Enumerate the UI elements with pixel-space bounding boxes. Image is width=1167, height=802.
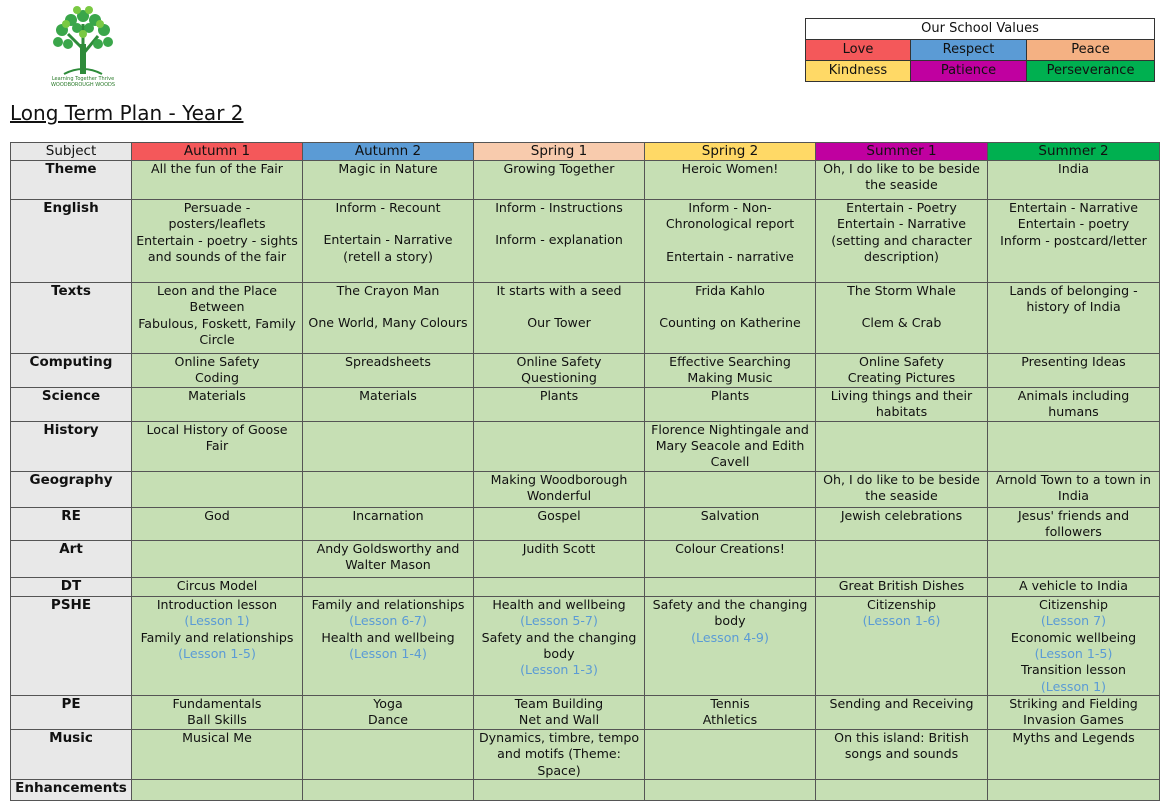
line-gap — [306, 216, 470, 232]
subject-header: Subject — [11, 143, 132, 161]
cell-line: Florence Nightingale and Mary Seacole and Edith Cavell — [651, 421, 809, 470]
subject-label: DT — [11, 578, 132, 597]
plan-cell — [303, 597, 474, 696]
plan-cell — [645, 780, 816, 801]
cell-line: Inform - explanation — [495, 232, 623, 248]
plan-cell — [816, 597, 988, 696]
cell-line: Online Safety — [174, 354, 260, 369]
cell-line: Health and wellbeing — [492, 597, 626, 613]
plan-cell — [988, 696, 1160, 730]
cell-line: Jesus' friends and followers — [1017, 507, 1130, 539]
lesson-range: (Lesson 1) — [1040, 678, 1107, 694]
cell-line: Myths and Legends — [1012, 730, 1135, 746]
plan-cell — [816, 780, 988, 801]
cell-line: Introduction lesson — [156, 597, 278, 613]
plan-cell — [988, 578, 1160, 597]
plan-cell — [132, 421, 303, 471]
cell-line: Tennis — [710, 696, 750, 712]
cell-line: Entertain - poetry — [1017, 216, 1130, 232]
plan-cell — [303, 200, 474, 283]
cell-line: Inform - Recount — [335, 200, 441, 215]
plan-cell — [988, 387, 1160, 421]
plan-cell — [132, 730, 303, 780]
plan-cell — [645, 200, 816, 283]
row-art — [11, 541, 1160, 578]
cell-line: Counting on Katherine — [659, 315, 801, 331]
cell-line: Plants — [710, 387, 750, 403]
cell-line: Judith Scott — [522, 541, 596, 557]
cell-line: Persuade - posters/leaflets — [168, 200, 266, 232]
cell-line: Frida Kahlo — [695, 283, 765, 298]
plan-cell — [132, 354, 303, 388]
plan-cell — [303, 283, 474, 354]
cell-line: Jewish celebrations — [840, 507, 963, 523]
subject-label: Science — [11, 387, 132, 421]
term-header-autumn-1: Autumn 1 — [132, 143, 303, 161]
lesson-range: (Lesson 1-5) — [178, 646, 256, 662]
cell-line: Citizenship — [866, 597, 937, 613]
plan-cell — [303, 730, 474, 780]
plan-cell — [988, 541, 1160, 578]
plan-cell — [988, 161, 1160, 200]
cell-line: Transition lesson — [1021, 662, 1126, 678]
line-gap — [819, 299, 984, 315]
plan-cell — [645, 387, 816, 421]
lesson-range: (Lesson 1-6) — [862, 613, 941, 629]
value-love: Love — [806, 40, 911, 61]
cell-line: Inform - postcard/letter — [1000, 232, 1147, 248]
cell-line: Salvation — [700, 507, 760, 523]
plan-cell — [645, 354, 816, 388]
cell-line: Family and relationships — [311, 597, 465, 613]
plan-cell — [474, 471, 645, 507]
lesson-range: (Lesson 7) — [1040, 613, 1107, 629]
plan-cell — [645, 696, 816, 730]
term-header-spring-2: Spring 2 — [645, 143, 816, 161]
plan-cell — [474, 730, 645, 780]
plan-cell — [816, 421, 988, 471]
plan-cell — [816, 283, 988, 354]
plan-cell — [474, 696, 645, 730]
cell-line: Entertain - Narrative — [1008, 200, 1139, 215]
term-header-summer-1: Summer 1 — [816, 143, 988, 161]
line-gap — [477, 299, 641, 315]
lesson-range: (Lesson 1-3) — [520, 662, 598, 678]
lesson-range: (Lesson 1-4) — [349, 646, 427, 662]
row-english — [11, 200, 1160, 283]
plan-cell — [132, 541, 303, 578]
term-header-autumn-2: Autumn 2 — [303, 143, 474, 161]
cell-line: All the fun of the Fair — [151, 161, 283, 176]
plan-cell — [303, 421, 474, 471]
cell-line: Net and Wall — [518, 712, 600, 728]
plan-cell — [474, 387, 645, 421]
row-music — [11, 730, 1160, 780]
cell-line: Online Safety — [859, 354, 944, 369]
cell-line: Our Tower — [527, 315, 591, 331]
cell-line: Fabulous, Foskett, Family Circle — [138, 315, 296, 347]
cell-line: Leon and the Place Between — [156, 283, 278, 315]
line-gap — [648, 233, 812, 249]
cell-line: Heroic Women! — [681, 161, 779, 176]
row-computing — [11, 354, 1160, 388]
subject-label: Art — [11, 541, 132, 578]
plan-cell — [303, 471, 474, 507]
plan-cell — [474, 283, 645, 354]
value-respect: Respect — [911, 40, 1027, 61]
plan-cell — [988, 780, 1160, 801]
row-history — [11, 421, 1160, 471]
cell-line: Fundamentals — [172, 696, 262, 712]
plan-cell — [132, 283, 303, 354]
cell-line: Inform - Non-Chronological report — [665, 200, 795, 232]
plan-cell — [132, 507, 303, 541]
cell-line: Team Building — [514, 696, 604, 712]
cell-line: Animals including humans — [1017, 387, 1130, 419]
long-term-plan-table — [10, 142, 1160, 801]
cell-line: God — [204, 507, 230, 523]
cell-line: Great British Dishes — [838, 578, 965, 594]
cell-line: Questioning — [521, 370, 597, 386]
cell-line: Colour Creations! — [675, 541, 785, 557]
row-enhancements — [11, 780, 1160, 801]
cell-line: Coding — [195, 370, 239, 386]
cell-line: Incarnation — [352, 507, 424, 523]
plan-cell — [816, 354, 988, 388]
plan-cell — [132, 161, 303, 200]
plan-cell — [474, 597, 645, 696]
line-gap — [477, 216, 641, 232]
cell-line: Arnold Town to a town in India — [995, 471, 1152, 503]
cell-line: Inform - Instructions — [495, 200, 623, 215]
plan-cell — [132, 471, 303, 507]
plan-cell — [303, 387, 474, 421]
cell-line: Creating Pictures — [847, 370, 956, 386]
row-science — [11, 387, 1160, 421]
cell-line: Entertain - Narrative (setting and character description) — [831, 216, 972, 264]
value-perseverance: Perseverance — [1027, 61, 1155, 82]
plan-cell — [474, 578, 645, 597]
plan-cell — [474, 421, 645, 471]
cell-line: Safety and the changing body — [481, 629, 637, 662]
cell-line: Entertain - Narrative (retell a story) — [323, 232, 453, 264]
plan-cell — [988, 200, 1160, 283]
cell-line: Online Safety — [516, 354, 602, 369]
cell-line: Sending and Receiving — [829, 696, 974, 712]
plan-cell — [303, 507, 474, 541]
cell-line: Presenting Ideas — [1021, 354, 1126, 369]
plan-cell — [303, 578, 474, 597]
plan-cell — [474, 507, 645, 541]
cell-line: Materials — [359, 387, 417, 403]
plan-cell — [816, 161, 988, 200]
lesson-range: (Lesson 1) — [184, 613, 250, 629]
cell-line: Entertain - poetry - sights and sounds of the fair — [136, 232, 298, 264]
plan-cell — [474, 200, 645, 283]
value-kindness: Kindness — [806, 61, 911, 82]
plan-cell — [988, 730, 1160, 780]
subject-label: Theme — [11, 161, 132, 200]
logo-tagline: Learning Together Thrive — [51, 76, 115, 82]
plan-cell — [988, 354, 1160, 388]
row-pshe — [11, 597, 1160, 696]
cell-line: Clem & Crab — [861, 315, 942, 331]
plan-cell — [645, 597, 816, 696]
subject-label: PSHE — [11, 597, 132, 696]
subject-label: PE — [11, 696, 132, 730]
plan-cell — [816, 578, 988, 597]
subject-label: Enhancements — [11, 780, 132, 801]
logo-text — [44, 76, 122, 88]
cell-line: Safety and the changing body — [652, 597, 808, 629]
plan-cell — [474, 161, 645, 200]
cell-line: Citizenship — [1038, 597, 1109, 613]
plan-cell — [816, 387, 988, 421]
cell-line: Lands of belonging - history of India — [1009, 283, 1138, 315]
cell-line: Striking and Fielding — [1009, 696, 1138, 712]
cell-line: Local History of Goose Fair — [146, 421, 288, 453]
cell-line: Making Woodborough Wonderful — [490, 471, 628, 503]
subject-label: History — [11, 421, 132, 471]
cell-line: Ball Skills — [187, 712, 247, 728]
row-geography — [11, 471, 1160, 507]
plan-cell — [645, 507, 816, 541]
cell-line: Spreadsheets — [345, 354, 431, 369]
cell-line: Oh, I do like to be beside the seaside — [823, 161, 980, 193]
plan-cell — [132, 200, 303, 283]
line-gap — [306, 299, 470, 315]
cell-line: Dance — [367, 712, 409, 728]
cell-line: Yoga — [373, 696, 403, 712]
cell-line: Economic wellbeing — [1010, 629, 1137, 645]
plan-cell — [645, 421, 816, 471]
plan-cell — [645, 578, 816, 597]
plan-cell — [816, 541, 988, 578]
plan-cell — [988, 421, 1160, 471]
plan-cell — [474, 541, 645, 578]
lesson-range: (Lesson 5-7) — [520, 613, 598, 629]
cell-line: A vehicle to India — [1018, 578, 1129, 594]
plan-cell — [988, 507, 1160, 541]
plan-cell — [816, 696, 988, 730]
value-patience: Patience — [911, 61, 1027, 82]
lesson-range: (Lesson 6-7) — [349, 613, 427, 629]
value-peace: Peace — [1027, 40, 1155, 61]
cell-line: The Crayon Man — [336, 283, 440, 298]
plan-cell — [132, 780, 303, 801]
cell-line: India — [1058, 161, 1089, 176]
cell-line: The Storm Whale — [847, 283, 956, 298]
plan-cell — [988, 597, 1160, 696]
subject-label: RE — [11, 507, 132, 541]
cell-line: Musical Me — [182, 730, 252, 746]
plan-cell — [303, 696, 474, 730]
plan-cell — [132, 578, 303, 597]
line-gap — [648, 299, 812, 315]
cell-line: Growing Together — [503, 161, 615, 176]
plan-cell — [132, 696, 303, 730]
row-re — [11, 507, 1160, 541]
plan-cell — [645, 730, 816, 780]
subject-label: English — [11, 200, 132, 283]
logo-name: WOODBOROUGH WOODS — [50, 82, 116, 88]
plan-cell — [816, 730, 988, 780]
plan-cell — [645, 541, 816, 578]
plan-cell — [132, 597, 303, 696]
cell-line: Family and relationships — [140, 629, 294, 645]
plan-cell — [303, 541, 474, 578]
subject-label: Texts — [11, 283, 132, 354]
cell-line: Athletics — [702, 712, 758, 728]
cell-line: Gospel — [537, 507, 581, 523]
cell-line: Circus Model — [176, 578, 258, 594]
plan-cell — [816, 507, 988, 541]
plan-cell — [303, 354, 474, 388]
plan-cell — [988, 471, 1160, 507]
plan-cell — [474, 780, 645, 801]
row-pe — [11, 696, 1160, 730]
plan-cell — [816, 471, 988, 507]
subject-label: Computing — [11, 354, 132, 388]
cell-line: Entertain - Poetry — [846, 200, 957, 215]
lesson-range: (Lesson 1-5) — [1034, 646, 1113, 662]
plan-cell — [132, 387, 303, 421]
plan-cell — [303, 780, 474, 801]
term-header-spring-1: Spring 1 — [474, 143, 645, 161]
cell-line: Health and wellbeing — [321, 629, 455, 645]
subject-label: Music — [11, 730, 132, 780]
cell-line: Living things and their habitats — [830, 387, 973, 419]
cell-line: Effective Searching — [669, 354, 791, 369]
plan-cell — [474, 354, 645, 388]
page-title: Long Term Plan - Year 2 — [10, 101, 244, 125]
cell-line: Magic in Nature — [338, 161, 438, 176]
plan-cell — [645, 161, 816, 200]
cell-line: Plants — [539, 387, 579, 403]
cell-line: Andy Goldsworthy and Walter Mason — [316, 541, 460, 573]
values-heading: Our School Values — [806, 19, 1155, 40]
term-header-summer-2: Summer 2 — [988, 143, 1160, 161]
cell-line: On this island: British songs and sounds — [834, 730, 969, 762]
plan-cell — [645, 471, 816, 507]
cell-line: Making Music — [687, 370, 773, 386]
row-theme — [11, 161, 1160, 200]
plan-cell — [645, 283, 816, 354]
subject-label: Geography — [11, 471, 132, 507]
plan-cell — [988, 283, 1160, 354]
cell-line: Entertain - narrative — [666, 248, 794, 264]
cell-line: Dynamics, timbre, tempo and motifs (Theme: Space) — [478, 730, 640, 778]
row-texts — [11, 283, 1160, 354]
row-dt — [11, 578, 1160, 597]
term-header-row — [11, 143, 1160, 161]
lesson-range: (Lesson 4-9) — [691, 629, 769, 645]
cell-line: Materials — [188, 387, 246, 403]
plan-cell — [816, 200, 988, 283]
cell-line: One World, Many Colours — [308, 315, 468, 331]
plan-cell — [303, 161, 474, 200]
school-logo — [44, 4, 122, 86]
cell-line: Invasion Games — [1023, 712, 1124, 728]
cell-line: Oh, I do like to be beside the seaside — [823, 471, 980, 503]
cell-line: It starts with a seed — [496, 283, 622, 298]
school-values-table — [805, 18, 1155, 82]
